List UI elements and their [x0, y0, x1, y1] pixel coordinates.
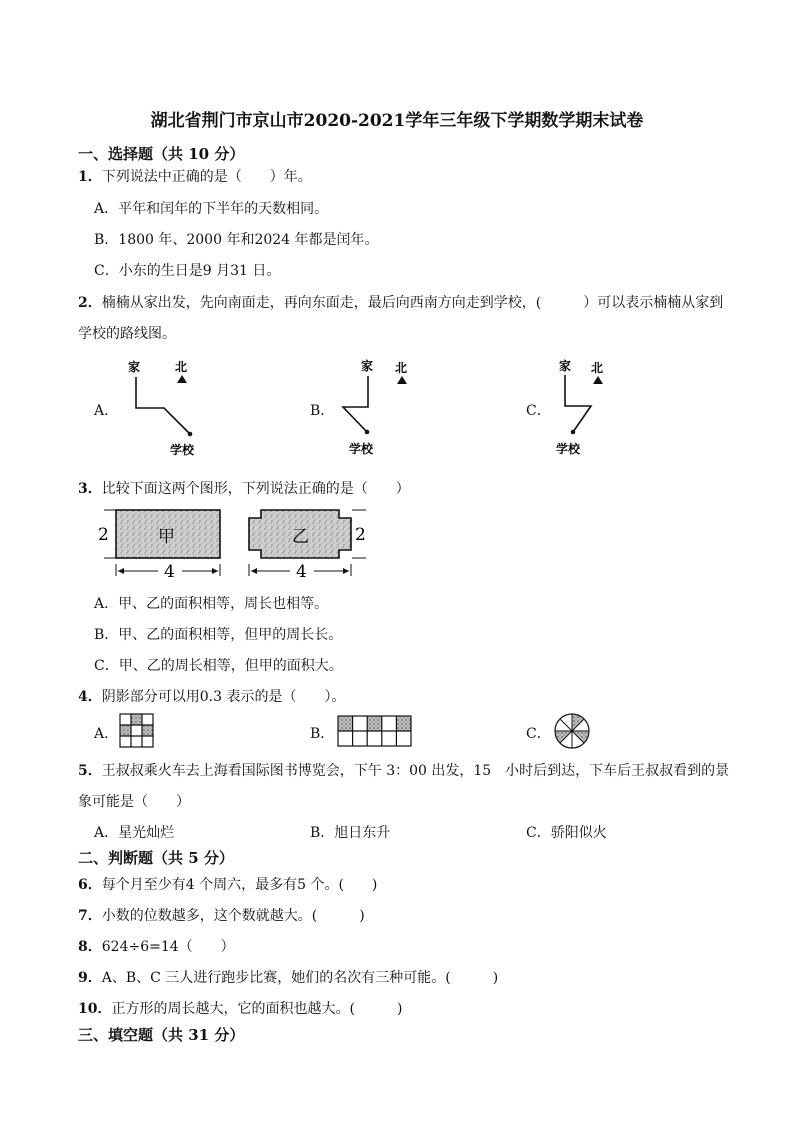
q5-option-b: B．旭日东升 — [310, 825, 391, 841]
question-text: 小数的位数越多，这个数就越大。( ) — [101, 908, 365, 924]
north-arrow-icon — [593, 376, 603, 384]
q3-shapes-figure — [96, 504, 376, 584]
question-number: 5． — [78, 763, 102, 779]
question-10 — [78, 998, 402, 1018]
school-dot — [571, 430, 576, 435]
north-label: 北 — [591, 361, 604, 375]
q1-option-c: C．小东的生日是9 月31 日。 — [94, 263, 281, 279]
question-text: 正方形的周长越大，它的面积也越大。( ) — [111, 1001, 403, 1017]
q5-option-c: C．骄阳似火 — [526, 825, 607, 841]
school-dot — [188, 432, 193, 437]
home-label: 家 — [559, 359, 572, 373]
shape1-height-label: 2 — [98, 525, 109, 545]
question-text: 下列说法中正确的是（ ）年。 — [101, 169, 312, 185]
q4-option-c-label: C． — [526, 726, 551, 742]
question-number: 9． — [78, 970, 102, 986]
school-dot — [365, 430, 370, 435]
question-1 — [78, 166, 312, 186]
north-arrow-icon — [397, 376, 407, 384]
q3-option-b: B．甲、乙的面积相等，但甲的周长长。 — [94, 627, 343, 643]
north-label: 北 — [395, 361, 408, 375]
question-number: 3． — [78, 481, 102, 497]
shape2-height-label: 2 — [355, 525, 366, 545]
question-2-line2: 学校的路线图。 — [78, 326, 176, 342]
question-7 — [78, 905, 365, 925]
question-6 — [78, 874, 377, 894]
q4-grid-b — [337, 715, 413, 749]
school-label: 学校 — [170, 443, 195, 457]
question-number: 1． — [78, 169, 102, 185]
q2-option-c-label: C． — [526, 403, 551, 419]
q4-grid-a — [119, 713, 157, 749]
q2-route-map-b — [335, 352, 435, 462]
q3-option-c: C．甲、乙的周长相等，但甲的面积大。 — [94, 658, 343, 674]
question-text: 阴影部分可以用0.3 表示的是（ ）。 — [101, 689, 346, 705]
route-path — [343, 376, 368, 432]
section-heading-choice: 一、选择题（共 10 分） — [78, 145, 245, 163]
q2-option-a-label: A． — [94, 403, 119, 419]
question-text: 比较下面这两个图形，下列说法正确的是（ ） — [101, 481, 410, 497]
school-label: 学校 — [349, 442, 374, 456]
q2-route-map-a — [120, 355, 220, 460]
north-label: 北 — [175, 360, 188, 374]
shape1-name: 甲 — [158, 527, 175, 547]
q3-option-a: A．甲、乙的面积相等，周长也相等。 — [94, 596, 329, 612]
question-8 — [78, 936, 235, 956]
north-arrow-icon — [177, 375, 187, 383]
shape1-width-label: 4 — [164, 562, 175, 582]
home-label: 家 — [128, 360, 141, 374]
question-text-line1: 王叔叔乘火车去上海看国际图书博览会，下午 3：00 出发，15 小时后到达，下车后王叔叔看到的景 — [101, 763, 730, 779]
shape2-width-label: 4 — [296, 562, 307, 582]
question-number: 2． — [78, 295, 102, 311]
route-path — [565, 375, 591, 432]
page-title: 湖北省荆门市京山市2020-2021学年三年级下学期数学期末试卷 — [150, 111, 644, 131]
route-path — [136, 377, 190, 434]
question-3 — [78, 478, 410, 498]
question-5 — [78, 760, 729, 780]
shape2-name: 乙 — [292, 527, 309, 547]
q2-option-b-label: B． — [310, 403, 335, 419]
question-text: 每个月至少有4 个周六，最多有5 个。( ) — [101, 877, 378, 893]
question-number: 4． — [78, 689, 102, 705]
question-number: 6． — [78, 877, 102, 893]
school-label: 学校 — [556, 442, 581, 456]
question-text-line1: 楠楠从家出发，先向南面走，再向东面走，最后向西南方向走到学校，( ）可以表示楠楠从家到 — [101, 295, 724, 311]
question-text: A、B、C 三人进行跑步比赛，她们的名次有三种可能。( ) — [101, 970, 499, 986]
home-label: 家 — [361, 359, 374, 373]
question-9 — [78, 967, 498, 987]
q2-route-map-c — [550, 352, 650, 462]
q4-option-a-label: A． — [94, 726, 119, 742]
question-2 — [78, 292, 723, 312]
section-heading-judgment: 二、判断题（共 5 分） — [78, 849, 234, 867]
q4-option-b-label: B． — [310, 726, 335, 742]
q1-option-b: B．1800 年、2000 年和2024 年都是闰年。 — [94, 232, 379, 248]
question-4 — [78, 686, 345, 706]
question-number: 7． — [78, 908, 102, 924]
question-number: 10． — [78, 1001, 112, 1017]
q5-option-a: A．星光灿烂 — [94, 825, 175, 841]
question-5-line2: 象可能是（ ） — [78, 794, 190, 810]
question-number: 8． — [78, 939, 102, 955]
q4-circle-c — [553, 712, 591, 750]
section-heading-fill-blank: 三、填空题（共 31 分） — [78, 1026, 245, 1044]
q1-option-a: A．平年和闰年的下半年的天数相同。 — [94, 201, 329, 217]
question-text: 624÷6=14（ ） — [101, 939, 235, 955]
